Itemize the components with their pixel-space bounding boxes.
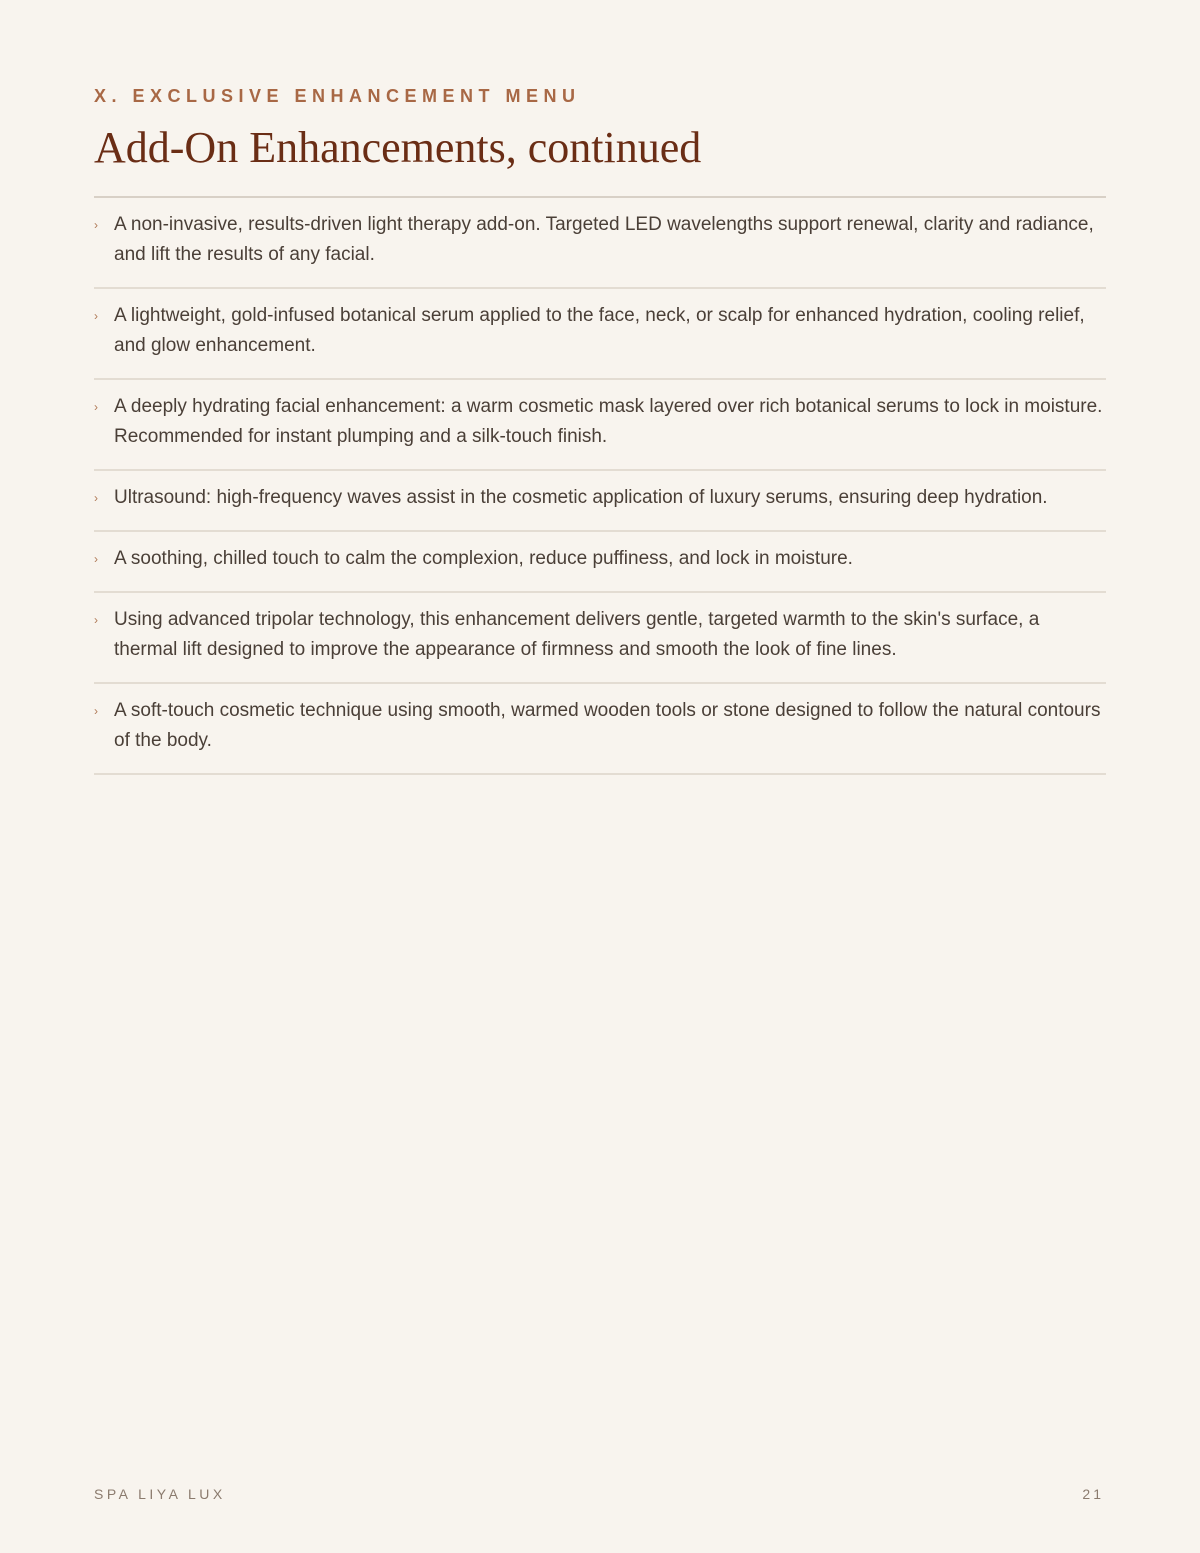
- list-item: [94, 471, 1106, 532]
- list-item: [94, 198, 1106, 289]
- item-description: Using advanced tripolar technology, this enhancement delivers gentle, targeted warmth to the skin's surface, a thermal lift designed to improve the appearance of firmness and smooth the look of fine lines.: [114, 609, 1040, 660]
- bullet-icon: ›: [94, 491, 98, 505]
- section-label: X. EXCLUSIVE ENHANCEMENT MENU: [94, 86, 581, 106]
- bullet-icon: ›: [94, 552, 98, 566]
- page-number: 21: [1082, 1486, 1104, 1502]
- list-item: [94, 289, 1106, 380]
- list-item: [94, 532, 1106, 593]
- bullet-icon: ›: [94, 613, 98, 627]
- bullet-icon: ›: [94, 704, 98, 718]
- item-description: A deeply hydrating facial enhancement: a warm cosmetic mask layered over rich botanical serums to lock in moisture. Recommended for instant plumping and a silk-touch finish.: [114, 396, 1103, 447]
- item-description: A soft-touch cosmetic technique using smooth, warmed wooden tools or stone designed to follow the natural contours of the body.: [114, 700, 1101, 751]
- item-description: Ultrasound: high-frequency waves assist in the cosmetic application of luxury serums, ensuring deep hydration.: [114, 487, 1048, 508]
- page-title: Add-On Enhancements, continued: [94, 123, 702, 172]
- list-item: [94, 684, 1106, 775]
- item-description: A lightweight, gold-infused botanical serum applied to the face, neck, or scalp for enhanced hydration, cooling relief, and glow enhancement.: [114, 305, 1085, 356]
- page-content: [94, 84, 1106, 775]
- item-description: A non-invasive, results-driven light therapy add-on. Targeted LED wavelengths support renewal, clarity and radiance, and lift the results of any facial.: [114, 214, 1094, 265]
- footer-brand: SPA LIYA LUX: [94, 1486, 226, 1502]
- bullet-icon: ›: [94, 309, 98, 323]
- item-description: A soothing, chilled touch to calm the complexion, reduce puffiness, and lock in moisture.: [114, 548, 853, 569]
- bullet-icon: ›: [94, 218, 98, 232]
- list-item: [94, 593, 1106, 684]
- enhancement-list: [94, 198, 1106, 775]
- bullet-icon: ›: [94, 400, 98, 414]
- list-item: [94, 380, 1106, 471]
